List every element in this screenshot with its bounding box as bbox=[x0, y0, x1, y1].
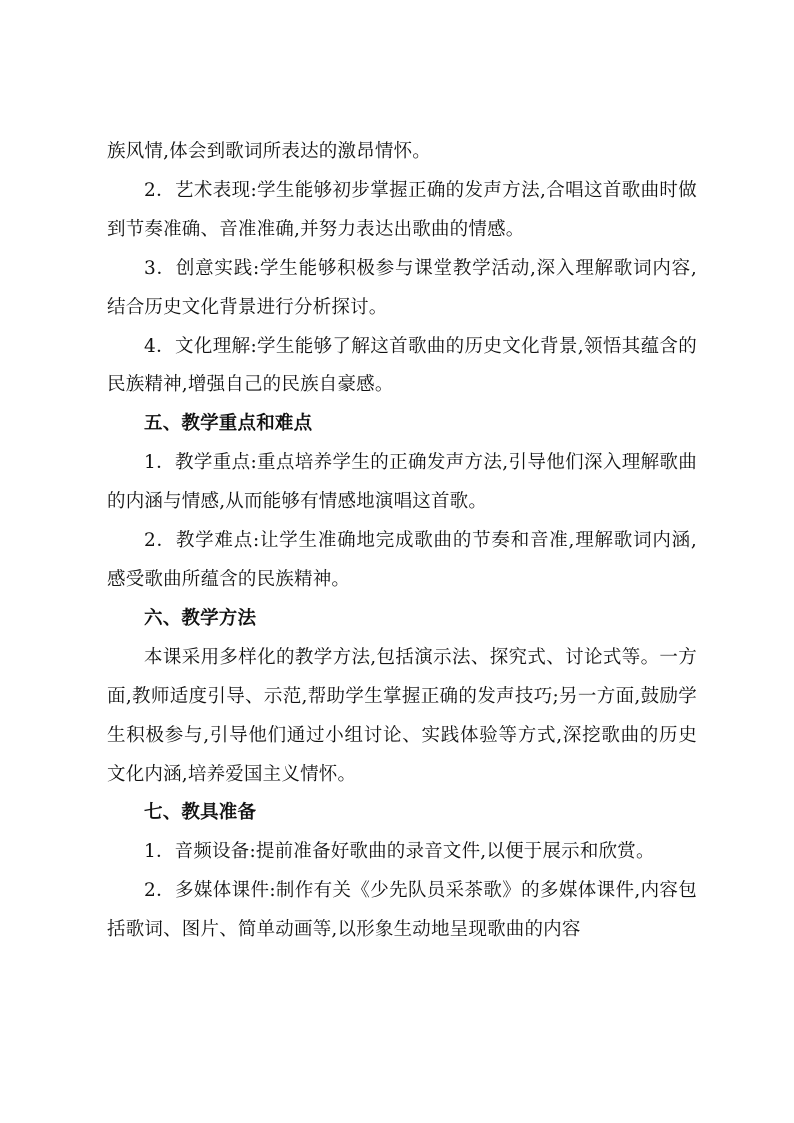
paragraph-artistic-expression: 2．艺术表现:学生能够初步掌握正确的发声方法,合唱这首歌曲时做到节奏准确、音准准确,并努力表达出歌曲的情感。 bbox=[107, 179, 697, 240]
document-body bbox=[107, 133, 697, 950]
paragraph-continued: 族风情,体会到歌词所表达的激昂情怀。 bbox=[107, 141, 431, 162]
paragraph-cultural-understanding: 4．文化理解:学生能够了解这首歌曲的历史文化背景,领悟其蕴含的民族精神,增强自己的民族自豪感。 bbox=[107, 335, 697, 396]
heading-teaching-methods: 六、教学方法 bbox=[144, 607, 257, 629]
paragraph-methods: 本课采用多样化的教学方法,包括演示法、探究式、讨论式等。一方面,教师适度引导、示范,帮助学生掌握正确的发声技巧;另一方面,鼓励学生积极参与,引导他们通过小组讨论、实践体验等方式,深挖歌曲的历史文化内涵,培养爱国主义情怀。 bbox=[107, 646, 697, 785]
heading-teaching-aids: 七、教具准备 bbox=[144, 802, 257, 824]
heading-key-points: 五、教学重点和难点 bbox=[144, 413, 313, 435]
paragraph-audio-equipment: 1．音频设备:提前准备好歌曲的录音文件,以便于展示和欣赏。 bbox=[144, 841, 655, 863]
paragraph-multimedia-courseware: 2．多媒体课件:制作有关《少先队员采茶歌》的多媒体课件,内容包括歌词、图片、简单动画等,以形象生动地呈现歌曲的内容 bbox=[107, 880, 697, 941]
paragraph-teaching-focus: 1．教学重点:重点培养学生的正确发声方法,引导他们深入理解歌曲的内涵与情感,从而能够有情感地演唱这首歌。 bbox=[107, 452, 697, 513]
paragraph-teaching-difficulty: 2．教学难点:让学生准确地完成歌曲的节奏和音准,理解歌词内涵,感受歌曲所蕴含的民族精神。 bbox=[107, 530, 697, 590]
paragraph-creative-practice: 3．创意实践:学生能够积极参与课堂教学活动,深入理解歌词内容,结合历史文化背景进行分析探讨。 bbox=[107, 257, 697, 318]
